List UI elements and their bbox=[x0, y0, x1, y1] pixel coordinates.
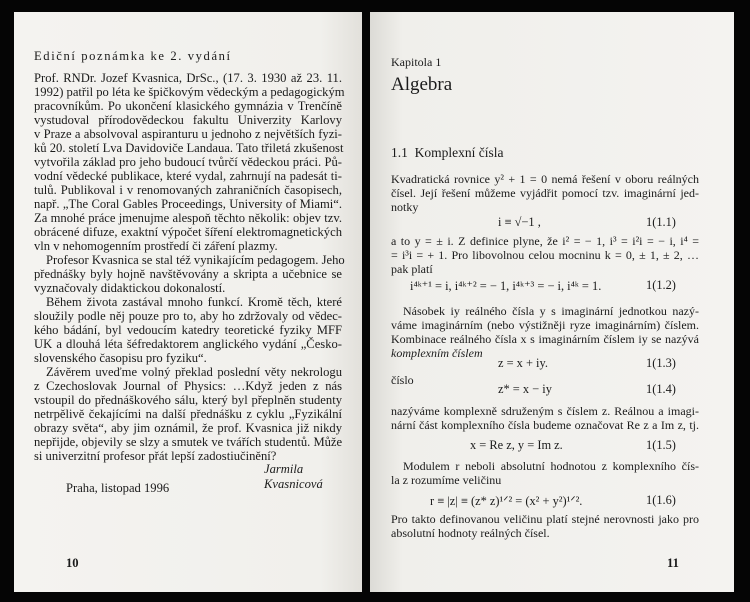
text-line: notky bbox=[391, 200, 419, 214]
text-line: 1992) patřil po léta ke špičkovým vědeckým a pedagogickým bbox=[34, 85, 345, 99]
text-line: sloužily podle něj pouze pro to, aby ho zdržovaly od vědec- bbox=[34, 309, 342, 323]
text-line: nární část komplexního čísla budeme označovat Re z a Im z, tj. bbox=[391, 418, 699, 432]
equation-formula: x = Re z, y = Im z. bbox=[470, 438, 563, 452]
equation-number: 1(1.3) bbox=[646, 356, 676, 370]
closing-text bbox=[391, 512, 699, 540]
equation-formula: z = x + iy. bbox=[498, 356, 548, 370]
section-title: Komplexní čísla bbox=[414, 145, 504, 160]
equation-number: 1(1.5) bbox=[646, 438, 676, 452]
text-line: čísel. Její řešení můžeme vyjádřit pomocí tzv. imaginární jed- bbox=[391, 186, 699, 200]
text-line: vystudoval přírodovědeckou fakultu Univerzity Karlovy bbox=[34, 113, 342, 127]
text-line: netrpělivě čekajícími na další přednášku z cyklu „Fyzikální bbox=[34, 407, 342, 421]
text-line: nepřijde, objevily se slzy a smutek ve tvářích studentů. Může bbox=[34, 435, 343, 449]
equation-number: 1(1.4) bbox=[646, 382, 676, 396]
conjugate-text bbox=[391, 404, 699, 432]
text-line: z Czechoslovak Journal of Physics: …Když jeden z nás bbox=[34, 379, 342, 393]
equation-formula: z* = x − iy bbox=[498, 382, 552, 396]
text-line: si univerzitní profesor přát lepší zadostiučinění? bbox=[34, 449, 277, 463]
text-line: vln v nehomogenním prostředí či záření plazmy. bbox=[34, 239, 278, 253]
text-line: vyznačovaly didaktickou dokonalostí. bbox=[34, 281, 226, 295]
text-line: Kvadratická rovnice y² + 1 = 0 nemá řešení v oboru reálných bbox=[391, 172, 699, 186]
text-line: nazýváme komplexně sdruženým s číslem z. Reálnou a imagi- bbox=[391, 404, 699, 418]
text-line: pak platí bbox=[391, 262, 433, 276]
definition-text bbox=[391, 234, 699, 276]
text-line: vodní vědecké publikace, které vydal, zahrnují na padesát ti- bbox=[34, 169, 342, 183]
text-line: = i³i = + 1. Pro libovolnou celou mocninu k = 0, ± 1, ± 2, … bbox=[391, 248, 699, 262]
page-number: 10 bbox=[66, 556, 79, 570]
imaginary-text bbox=[391, 304, 699, 360]
text-line: a to y = ± i. Z definice plyne, že i² = − 1, i³ = i²i = − i, i⁴ = bbox=[391, 234, 699, 248]
left-page bbox=[14, 12, 362, 592]
text-line: slovenského časopisu pro fyziku“. bbox=[34, 351, 207, 365]
text-line: pracovníkům. Po ukončení klasického gymnázia v Trenčíně bbox=[34, 99, 342, 113]
section-number: 1.1 bbox=[391, 145, 408, 160]
equation-number: 1(1.2) bbox=[646, 278, 676, 292]
text-line: v Praze a absolvoval aspiranturu u jednoho z největších fyzi- bbox=[34, 127, 342, 141]
signature: Jarmila Kvasnicová bbox=[264, 462, 323, 491]
text-line: la z rozumíme veličinu bbox=[391, 473, 502, 487]
right-page bbox=[370, 12, 734, 592]
text-line: ků 20. století Lva Davidoviče Landaua. Tato třiletá zkušenost bbox=[34, 141, 344, 155]
text-line: Profesor Kvasnica se stal též vynikajícím pedagogem. Jeho bbox=[46, 253, 345, 267]
text-line: komplexním číslem bbox=[391, 346, 483, 360]
modulus-text bbox=[391, 459, 699, 487]
equation-formula: i⁴ᵏ⁺¹ = i, i⁴ᵏ⁺² = − 1, i⁴ᵏ⁺³ = − i, i⁴ᵏ = 1. bbox=[410, 279, 602, 293]
text-line: obrácené difuze, exaktní výpočet šíření elektromagnetických bbox=[34, 225, 342, 239]
place-date: Praha, listopad 1996 bbox=[66, 481, 170, 495]
section-intro bbox=[391, 172, 699, 214]
editorial-note-heading: Ediční poznámka ke 2. vydání bbox=[34, 49, 232, 63]
section-heading bbox=[391, 145, 503, 161]
text-line: vstoupil do přednáškového sálu, který byl přeplněn studenty bbox=[34, 393, 342, 407]
chapter-title: Algebra bbox=[391, 74, 453, 95]
text-line: UK a dlouhá léta šéfredaktorem anglického vydání „Česko- bbox=[34, 337, 342, 351]
text-line: Pro takto definovanou veličinu platí stejné nerovnosti jako pro bbox=[391, 512, 699, 526]
text-line: váme imaginárním (nebo výstižněji ryze imaginárním) číslem. bbox=[391, 318, 699, 332]
text-line: vytvořila základ pro jeho budoucí tvůrčí vědeckou práci. Pů- bbox=[34, 155, 342, 169]
text-line: absolutní hodnoty reálných čísel. bbox=[391, 526, 550, 540]
equation-number: 1(1.6) bbox=[646, 493, 676, 507]
text-line: Násobek iy reálného čísla y s imaginární jednotkou nazý- bbox=[403, 304, 699, 318]
equation-formula: i ≡ √−1 , bbox=[498, 215, 541, 229]
text-line: kého bádání, byl vedoucím katedry teoretické fyziky MFF bbox=[34, 323, 342, 337]
text-line: Modulem r neboli absolutní hodnotou z komplexního čís- bbox=[403, 459, 699, 473]
editorial-note-body bbox=[34, 71, 345, 463]
text-line: tulů. Publikoval i v renomovaných zahraničních časopisech, bbox=[34, 183, 342, 197]
text-line: číslo bbox=[391, 373, 414, 387]
page-number: 11 bbox=[667, 556, 679, 570]
chapter-label: Kapitola 1 bbox=[391, 55, 442, 69]
text-line: Za mnohé práce jmenujme alespoň těchto několik: objev tzv. bbox=[34, 211, 342, 225]
text-line: Během života zastával mnoho funkcí. Kromě těch, které bbox=[46, 295, 342, 309]
equation-number: 1(1.1) bbox=[646, 215, 676, 229]
text-line: např. „The Coral Gables Proceedings, University of Miami“. bbox=[34, 197, 342, 211]
text-line: Prof. RNDr. Jozef Kvasnica, DrSc., (17. 3. 1930 až 23. 11. bbox=[34, 71, 342, 85]
text-line: přednášky byly hojně navštěvovány a skripta a učebnice se bbox=[34, 267, 342, 281]
text-line: Závěrem uveďme volný překlad poslední věty nekrologu bbox=[46, 365, 342, 379]
text-line: Kombinace reálného čísla x s imaginárním číslem iy se nazývá bbox=[391, 332, 699, 346]
equation-formula: r ≡ |z| ≡ (z* z)¹ᐟ² = (x² + y²)¹ᐟ². bbox=[430, 494, 583, 508]
text-line: obrazy světa“, aby jim oznámil, že prof. Kvasnica již nikdy bbox=[34, 421, 342, 435]
